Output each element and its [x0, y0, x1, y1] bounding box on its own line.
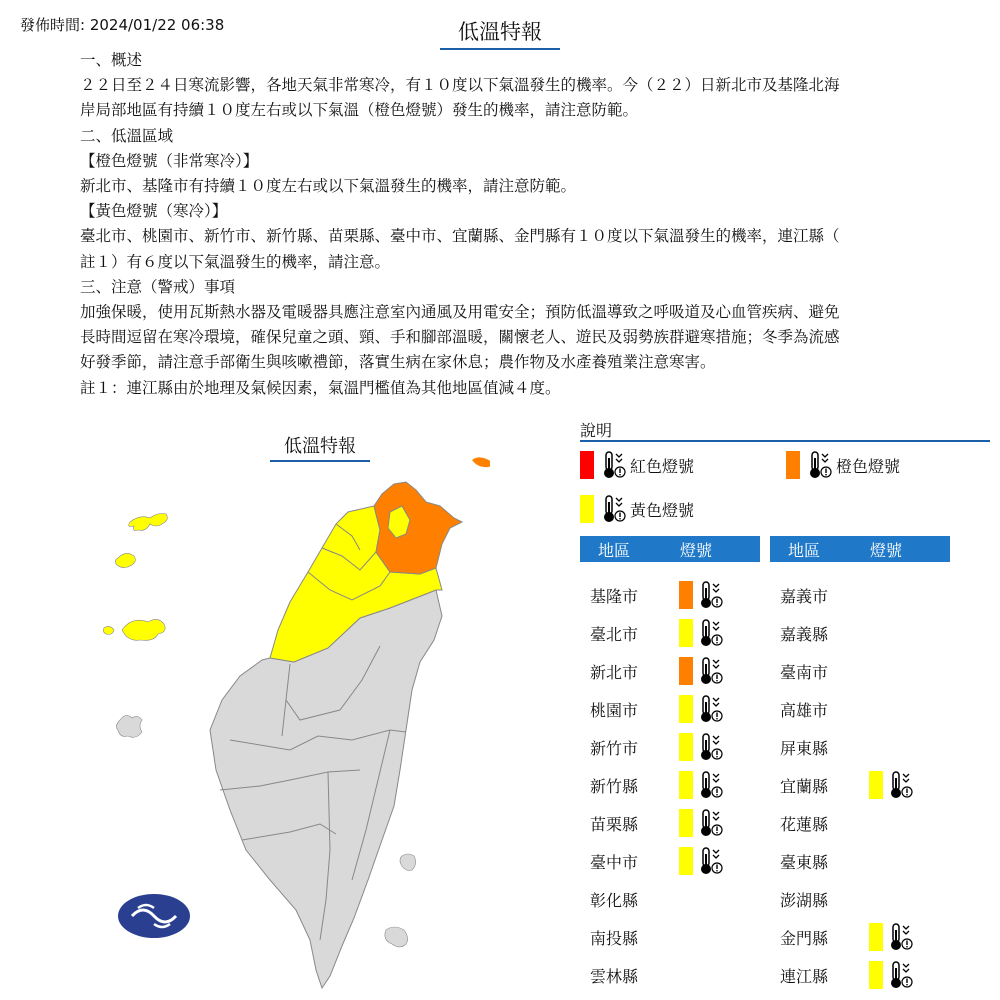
signal-orange [679, 580, 723, 610]
signal-yellow [869, 770, 913, 800]
yellow-heading: 【黃色燈號（寒冷）】 [80, 202, 228, 221]
thermometer-icon [887, 960, 913, 990]
publish-time: 發佈時間: 2024/01/22 06:38 [20, 16, 225, 34]
table-row [590, 770, 760, 800]
page-title: 低溫特報 [440, 16, 560, 50]
legend-yellow [580, 494, 694, 524]
table-row [590, 922, 760, 952]
legend-yellow-label: 黃色燈號 [630, 500, 695, 520]
region-name: 基隆市 [590, 586, 639, 606]
yellow-swatch [679, 847, 693, 875]
map-title: 低溫特報 [270, 432, 370, 462]
table-row [780, 960, 950, 990]
thermometer-icon [697, 770, 723, 800]
yellow-swatch [679, 771, 693, 799]
region-name: 桃園市 [590, 700, 639, 720]
thermometer-icon [887, 770, 913, 800]
legend-title: 說明 [580, 421, 613, 440]
col-signal: 燈號 [870, 540, 903, 560]
penghu-island [116, 715, 142, 737]
table-row [780, 618, 950, 648]
red-swatch [580, 451, 594, 479]
yellow-swatch [869, 923, 883, 951]
thermometer-icon [697, 846, 723, 876]
table-row [590, 732, 760, 762]
table-row [780, 770, 950, 800]
signal-yellow [679, 770, 723, 800]
thermometer-icon [697, 656, 723, 686]
table-row [590, 580, 760, 610]
thermometer-icon [697, 808, 723, 838]
region-name: 花蓮縣 [780, 814, 829, 834]
bulletin-text [80, 48, 940, 401]
col-signal: 燈號 [680, 540, 713, 560]
table-row [590, 694, 760, 724]
lienchiang-island [103, 619, 165, 640]
yellow-swatch [679, 619, 693, 647]
yellow-swatch [869, 961, 883, 989]
table-row [780, 732, 950, 762]
yellow-text-2: 註１）有６度以下氣溫發生的機率，請注意。 [80, 252, 391, 271]
table-row [590, 618, 760, 648]
matsu-island [472, 457, 490, 467]
region-name: 南投縣 [590, 928, 639, 948]
region-name: 雲林縣 [590, 966, 639, 986]
thermometer-icon [600, 494, 626, 524]
region-name: 金門縣 [780, 928, 829, 948]
orange-text: 新北市、基隆市有持續１０度左右或以下氣溫發生的機率，請注意防範。 [80, 177, 577, 196]
orange-swatch [679, 581, 693, 609]
overview-heading: 一、概述 [80, 51, 143, 69]
signal-yellow [869, 922, 913, 952]
signal-yellow [679, 808, 723, 838]
region-heading: 二、低溫區域 [80, 126, 174, 145]
region-name: 臺北市 [590, 624, 639, 644]
table-header-right [770, 536, 950, 562]
thermometer-icon [697, 694, 723, 724]
table-row [590, 960, 760, 990]
legend-orange-label: 橙色燈號 [836, 456, 901, 476]
signal-yellow [679, 618, 723, 648]
legend-red-label: 紅色燈號 [630, 456, 695, 476]
cwa-logo-icon [118, 894, 190, 938]
table-row [780, 846, 950, 876]
caution-text-1: 加強保暖，使用瓦斯熱水器及電暖器具應注意室內通風及用電安全；預防低溫導致之呼吸道及心血管疾病、避免 [80, 303, 840, 322]
orange-heading: 【橙色燈號（非常寒冷）】 [80, 151, 259, 170]
table-row [780, 580, 950, 610]
legend-divider [580, 440, 990, 442]
region-name: 嘉義市 [780, 586, 829, 606]
taiwan-north-orange [374, 482, 462, 574]
yellow-swatch [869, 771, 883, 799]
caution-text-3: 好發季節，請注意手部衛生與咳嗽禮節，落實生病在家休息；農作物及水產養殖業注意寒害。 [80, 353, 716, 372]
region-name: 新竹縣 [590, 776, 639, 796]
kinmen-island [115, 514, 167, 568]
signal-yellow [679, 694, 723, 724]
signal-yellow [679, 846, 723, 876]
caution-heading: 三、注意（警戒）事項 [80, 277, 236, 296]
taiwan-south-central [210, 590, 442, 988]
yellow-swatch [679, 733, 693, 761]
region-name: 高雄市 [780, 700, 829, 720]
region-name: 苗栗縣 [590, 814, 639, 834]
signal-yellow [679, 732, 723, 762]
overview-text-2: 岸局部地區有持續１０度左右或以下氣溫（橙色燈號）發生的機率，請注意防範。 [80, 101, 639, 120]
thermometer-icon [697, 618, 723, 648]
table-row [780, 884, 950, 914]
table-row [780, 922, 950, 952]
yellow-swatch [679, 809, 693, 837]
green-island [400, 854, 416, 871]
region-name: 澎湖縣 [780, 890, 829, 910]
table-row [590, 808, 760, 838]
thermometer-icon [697, 732, 723, 762]
region-name: 嘉義縣 [780, 624, 829, 644]
legend-orange [786, 450, 900, 480]
region-name: 臺東縣 [780, 852, 829, 872]
thermometer-icon [887, 922, 913, 952]
orange-swatch [679, 657, 693, 685]
col-region: 地區 [598, 540, 631, 560]
note-1: 註１：連江縣由於地理及氣候因素，氣溫門檻值為其他地區值減４度。 [80, 378, 561, 397]
table-row [780, 656, 950, 686]
region-name: 彰化縣 [590, 890, 639, 910]
taiwan-map [90, 440, 490, 1000]
thermometer-icon [697, 580, 723, 610]
legend-red [580, 450, 694, 480]
orchid-island [385, 927, 408, 947]
region-name: 臺中市 [590, 852, 639, 872]
col-region: 地區 [788, 540, 821, 560]
signal-yellow [869, 960, 913, 990]
yellow-swatch [580, 495, 594, 523]
region-name: 新北市 [590, 662, 639, 682]
yellow-text-1: 臺北市、桃園市、新竹市、新竹縣、苗栗縣、臺中市、宜蘭縣、金門縣有１０度以下氣溫發生的機率，連江縣（ [80, 227, 840, 246]
region-name: 連江縣 [780, 966, 829, 986]
table-row [590, 656, 760, 686]
overview-text-1: ２２日至２４日寒流影響，各地天氣非常寒冷，有１０度以下氣溫發生的機率。今（２２）日新北市及基隆北海 [80, 76, 840, 95]
signal-orange [679, 656, 723, 686]
table-header-left [580, 536, 760, 562]
table-row [590, 884, 760, 914]
table-row [780, 808, 950, 838]
thermometer-icon [600, 450, 626, 480]
thermometer-icon [806, 450, 832, 480]
caution-text-2: 長時間逗留在寒冷環境，確保兒童之頭、頸、手和腳部溫暖，關懷老人、遊民及弱勢族群避寒措施；冬季為流感 [80, 328, 840, 347]
table-row [780, 694, 950, 724]
region-name: 新竹市 [590, 738, 639, 758]
region-name: 宜蘭縣 [780, 776, 829, 796]
region-name: 臺南市 [780, 662, 829, 682]
table-row [590, 846, 760, 876]
yellow-swatch [679, 695, 693, 723]
region-name: 屏東縣 [780, 738, 829, 758]
orange-swatch [786, 451, 800, 479]
